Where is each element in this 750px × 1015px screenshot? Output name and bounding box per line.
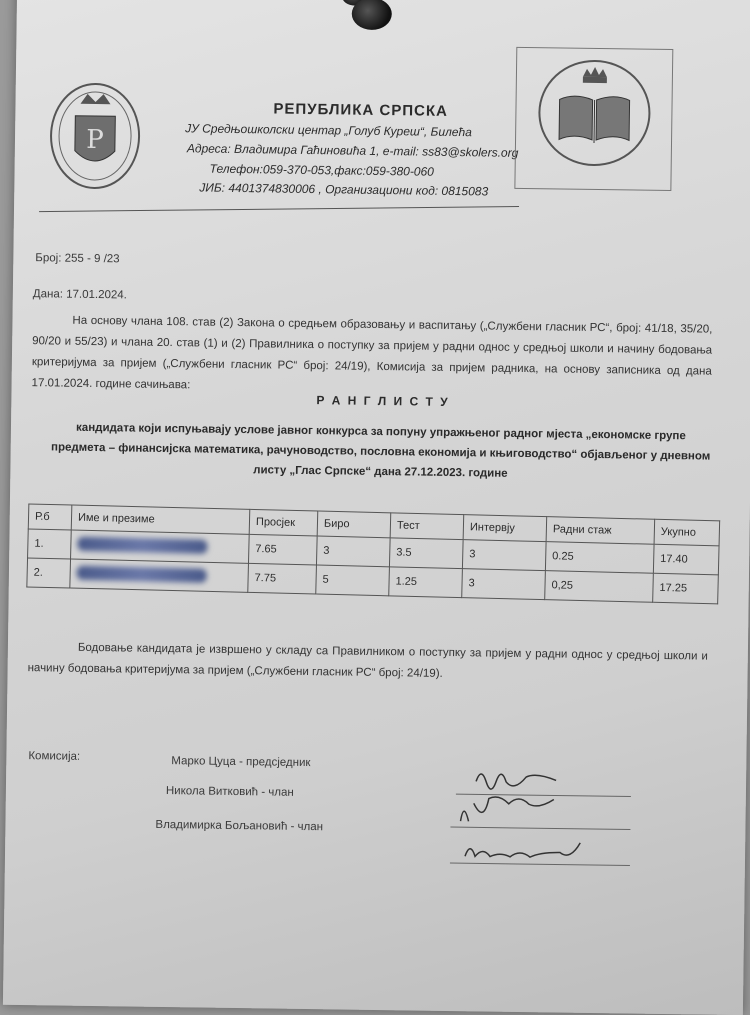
col-interview: Интервју [463,515,547,542]
cell-test: 1.25 [389,567,463,598]
cell-total: 17.25 [653,573,719,604]
cell-total: 17.40 [653,544,719,575]
cell-work-experience: 0,25 [545,571,654,603]
school-logo [514,47,673,191]
ranking-table [26,503,720,604]
coat-of-arms-icon [44,75,146,196]
republic-title: РЕПУБЛИКА СРПСКА [273,100,448,120]
signatures-icon [445,761,647,874]
book-crown-icon [534,54,656,171]
cell-average: 7.75 [248,563,317,594]
cell-bureau: 3 [316,536,390,567]
school-address: Адреса: Владимира Гаћиновића 1, e-mail: ss83@skolers.org [186,141,519,160]
commission-president: Марко Цуца - предсједник [171,755,311,770]
col-rb: Р.б [28,504,72,530]
cell-work-experience: 0.25 [545,542,654,574]
document-date: Дана: 17.01.2024. [32,288,127,302]
col-test: Тест [390,513,464,540]
cell-rb: 2. [27,558,71,588]
svg-text:P: P [86,124,104,156]
col-work-experience: Радни стаж [546,517,655,545]
closing-paragraph: Бодовање кандидата је извршено у складу са Правилником о поступку за пријем у радни однос у средњој школи и начину бодовања критеријума за пријем („Службени гласник РС“ број: 24/19). [27,641,708,680]
commission-member-2: Владимирка Бољановић - члан [155,818,324,834]
cell-test: 3.5 [389,538,463,569]
pin-icon [352,0,392,30]
cell-average: 7.65 [248,534,317,565]
commission-label: Комисија: [28,750,81,763]
header-divider [39,206,519,212]
school-name: ЈУ Средњошколски центар „Голуб Куреш“, Билећа [185,121,472,140]
document-subtitle: кандидата који испуњавају услове јавног конкурса за попуну упражњеног радног мјеста „економске групе предмета – финансијска математика, рачуноводство, пословна економија и књиговодство“ објављеног у дневном листу „Глас Српске“ дана 27.12.2023. године [50,421,711,480]
cell-name-redacted [70,559,249,592]
document-number: Број: 255 - 9 /23 [35,252,120,266]
col-bureau: Биро [317,511,391,538]
school-ids: ЈИБ: 4401374830006 , Организациони код: 0815083 [199,180,489,199]
school-phone: Телефон:059-370-053,факс:059-380-060 [209,161,434,179]
cell-name-redacted [71,530,250,563]
cell-interview: 3 [462,569,546,600]
cell-interview: 3 [462,540,546,571]
redacted-name [77,565,207,582]
document-page [3,0,750,1015]
col-average: Просјек [249,509,318,536]
redacted-name [77,536,207,553]
col-name: Име и презиме [71,505,250,534]
intro-paragraph: На основу члана 108. став (2) Закона о средњем образовању и васпитању („Службени гласник РС“, број: 41/18, 35/20, 90/20 и 55/23) и члана 20. став (1) и (2) Правилника о поступку за пријем у радни однос у средњој школи и начину бодовања критеријума за пријем („Службени гласник РС“ број: 24/19), Комисија за пријем радника, на основу записника од дана 17.01.2024. године сачињава: [31,314,713,392]
col-total: Укупно [654,519,720,546]
commission-member-1: Никола Витковић - члан [165,785,294,799]
cell-rb: 1. [28,529,72,559]
document-title: Р А Н Г Л И С Т У [316,393,450,409]
cell-bureau: 5 [316,565,390,596]
